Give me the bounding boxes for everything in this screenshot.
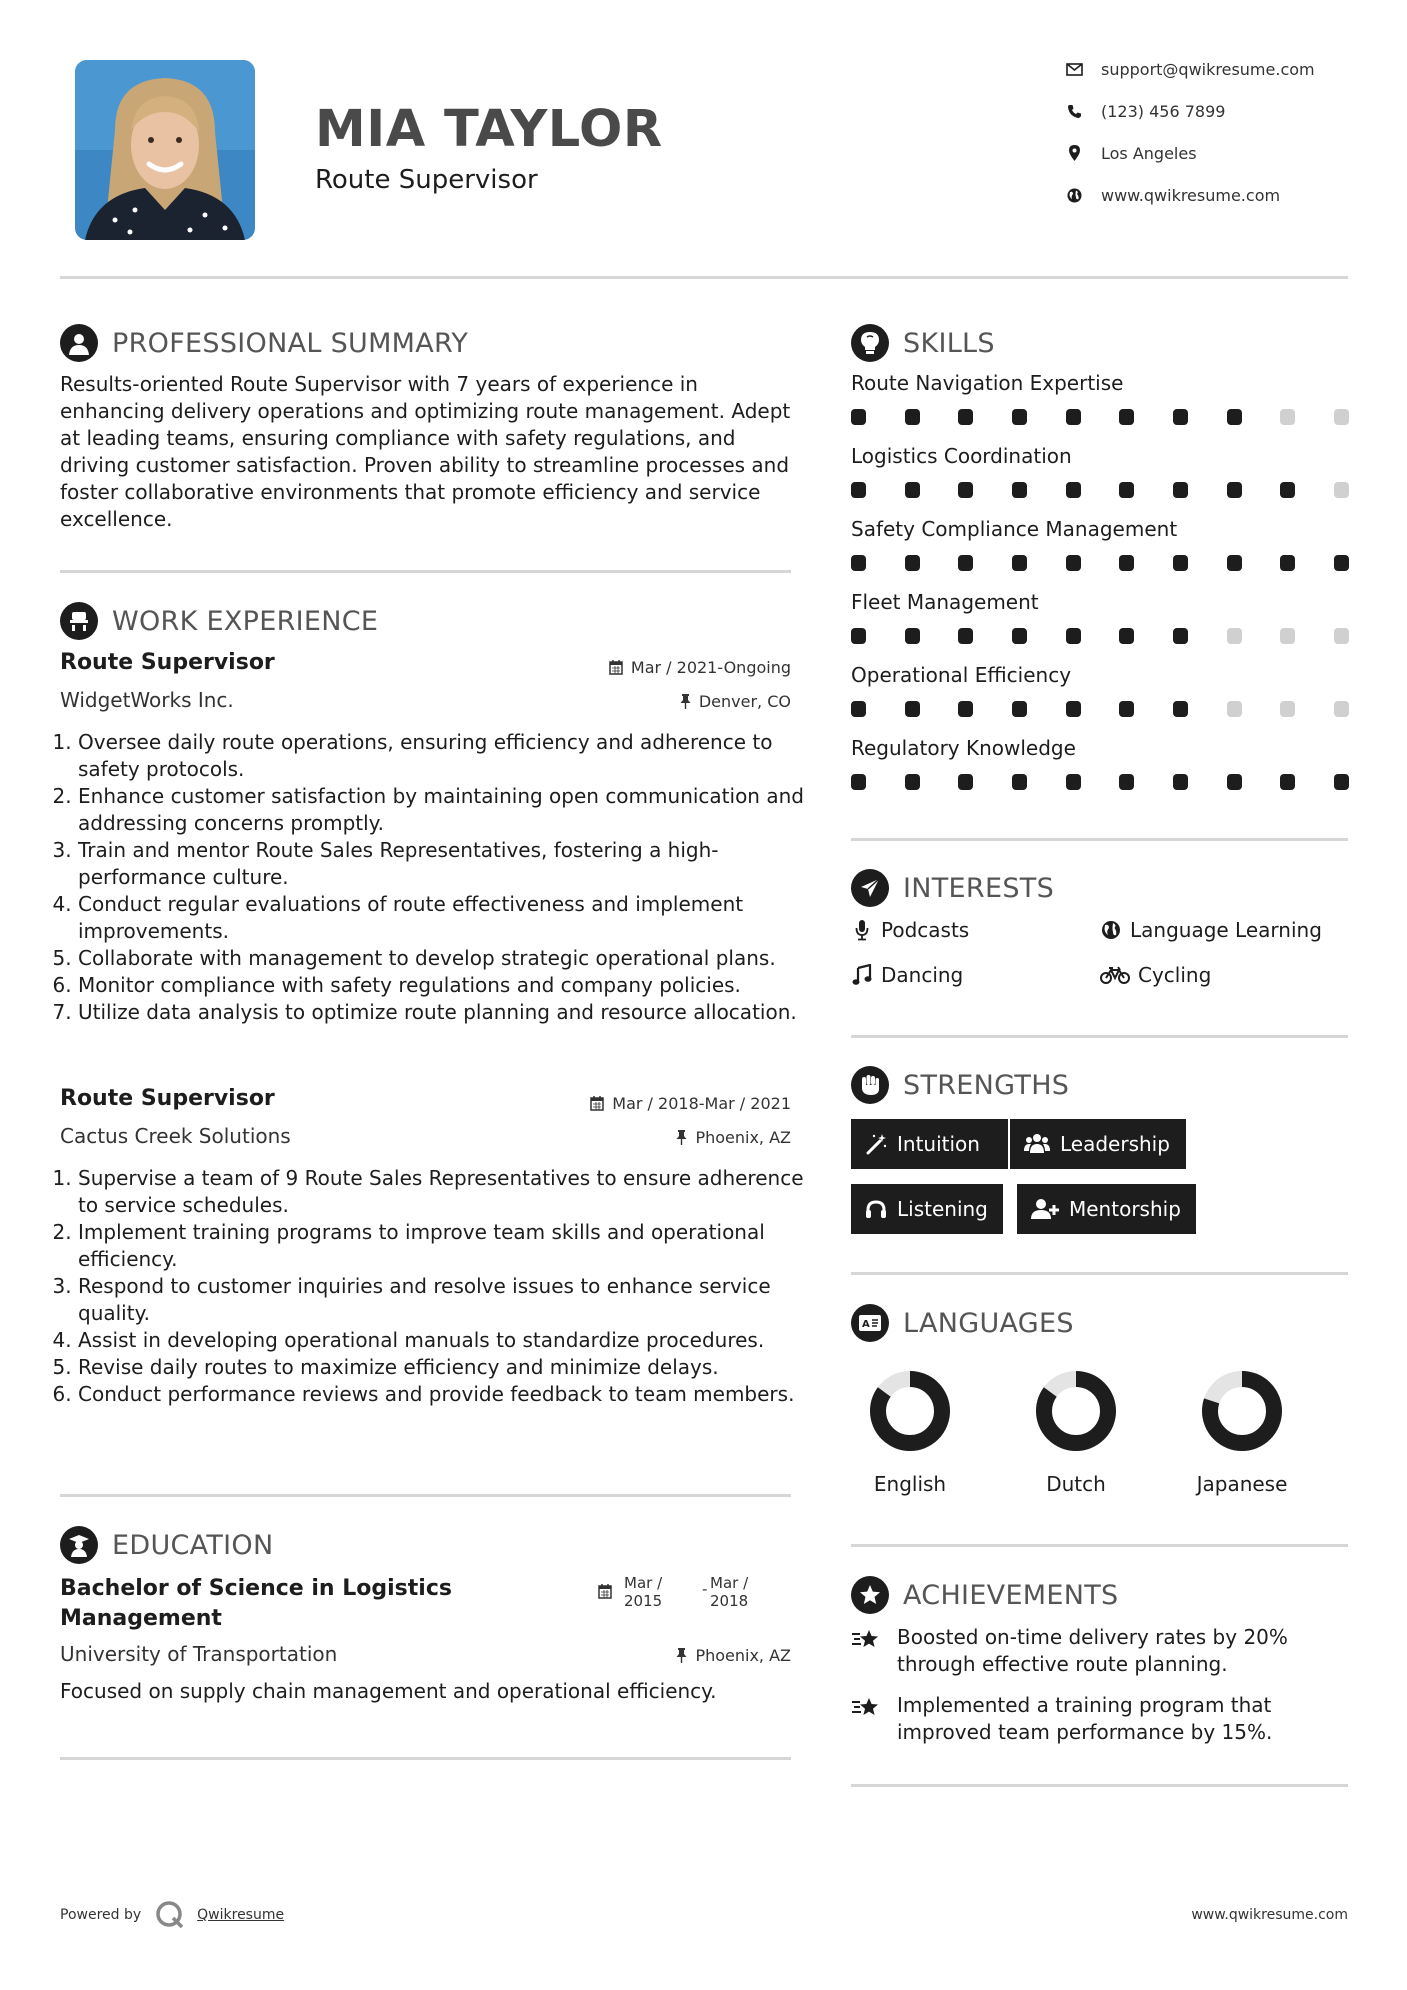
skill-dot-filled: [1227, 482, 1242, 498]
interest-cycling: [1100, 963, 1211, 987]
education-note: Focused on supply chain management and operational efficiency.: [60, 1679, 717, 1703]
education-degree: [60, 1574, 452, 1634]
job-1-date-text: Mar / 2021-Ongoing: [630, 658, 791, 677]
skill-dot-filled: [851, 774, 866, 790]
skill-dot-filled: [1227, 774, 1242, 790]
skill-dot-filled: [1012, 555, 1027, 571]
list-item: 3. Train and mentor Route Sales Representatives, fostering a high-performance culture.: [78, 837, 818, 891]
skill-dot-filled: [1012, 409, 1027, 425]
skill-dot-filled: [851, 555, 866, 571]
contact-email[interactable]: [1063, 54, 1343, 84]
skill-dot-filled: [1012, 482, 1027, 498]
achievement-item-2: [851, 1692, 1348, 1746]
skill-dot-filled: [851, 482, 866, 498]
skill-dot-empty: [1280, 628, 1295, 644]
paper-plane-icon: [851, 869, 889, 907]
summary-text: Results-oriented Route Supervisor with 7 years of experience in enhancing delivery operations and optimizing route management. Adept at leading teams, ensuring compliance with safety regulations, and driving customer satisfaction. Proven ability to streamline processes and foster collaborative environments that promote efficiency and service excellence.: [60, 372, 791, 531]
interest-label: Language Learning: [1130, 918, 1322, 942]
interest-dancing: [851, 963, 963, 987]
achievement-line1: Boosted on-time delivery rates by 20%: [897, 1625, 1288, 1649]
qwikresume-logo-icon: [155, 1900, 185, 1930]
skill-rating: [851, 555, 1349, 573]
skill-rating: [851, 628, 1349, 646]
education-location-text: Phoenix, AZ: [695, 1646, 791, 1665]
bicycle-icon: [1100, 966, 1130, 984]
strength-label: Intuition: [897, 1132, 980, 1156]
education-start: [624, 1574, 662, 1610]
user-plus-icon: [1031, 1198, 1059, 1220]
education-dash: -: [702, 1580, 708, 1598]
interests-divider: [851, 1035, 1348, 1038]
pin-icon: [680, 694, 691, 709]
skill-dot-filled: [905, 555, 920, 571]
contact-location: [1063, 138, 1343, 168]
skill-name: Logistics Coordination: [851, 444, 1072, 468]
microphone-icon: [851, 919, 873, 941]
education-heading: [60, 1526, 273, 1564]
skill-dot-filled: [851, 628, 866, 644]
skill-dot-empty: [1280, 409, 1295, 425]
job-2-bullets: [60, 1165, 818, 1408]
star-badge-icon: [851, 1576, 889, 1614]
job-2-location-text: Phoenix, AZ: [695, 1128, 791, 1147]
skill-dot-empty: [1334, 409, 1349, 425]
skill-dot-empty: [1280, 701, 1295, 717]
languages-title: LANGUAGES: [903, 1307, 1074, 1339]
skill-dot-empty: [1334, 701, 1349, 717]
skill-dot-empty: [1334, 482, 1349, 498]
graduate-icon: [60, 1526, 98, 1564]
education-title: EDUCATION: [112, 1529, 274, 1561]
contact-phone-text: (123) 456 7899: [1101, 101, 1226, 121]
interest-label: Cycling: [1138, 963, 1212, 987]
education-location: [520, 1646, 791, 1665]
languages-divider: [851, 1544, 1348, 1547]
skill-dot-filled: [1012, 701, 1027, 717]
phone-icon: [1063, 104, 1085, 119]
skill-dot-filled: [905, 482, 920, 498]
job-1-date: [520, 658, 791, 677]
languages-heading: [851, 1304, 1074, 1342]
list-item: 2. Implement training programs to improve team skills and operational efficiency.: [78, 1219, 818, 1273]
skill-dot-filled: [958, 555, 973, 571]
skill-name: Operational Efficiency: [851, 663, 1072, 687]
job-2-title: Route Supervisor: [60, 1086, 275, 1111]
language-name: Japanese: [1196, 1472, 1288, 1496]
svg-text:A: A: [862, 1319, 870, 1330]
list-item: 1. Oversee daily route operations, ensuring efficiency and adherence to safety protocols.: [78, 729, 818, 783]
job-2-company: Cactus Creek Solutions: [60, 1124, 291, 1148]
skill-dot-filled: [905, 409, 920, 425]
skill-dot-filled: [1227, 409, 1242, 425]
skill-name: Regulatory Knowledge: [851, 736, 1076, 760]
calendar-icon: [590, 1096, 604, 1111]
pin-icon: [676, 1130, 687, 1145]
skill-dot-filled: [1066, 628, 1081, 644]
skill-dot-empty: [1227, 628, 1242, 644]
strengths-title: STRENGTHS: [903, 1069, 1070, 1101]
list-item: 5. Revise daily routes to maximize efficiency and minimize delays.: [78, 1354, 818, 1381]
job-1-location: [520, 692, 791, 711]
work-title: WORK EXPERIENCE: [112, 605, 379, 637]
summary-title: PROFESSIONAL SUMMARY: [112, 327, 469, 359]
header-divider: [60, 276, 1348, 279]
fist-icon: [851, 1066, 889, 1104]
skill-name: Fleet Management: [851, 590, 1039, 614]
skill-dot-filled: [1173, 482, 1188, 498]
language-name: English: [873, 1472, 947, 1496]
skill-dot-filled: [905, 628, 920, 644]
education-start-year: 2015: [624, 1592, 663, 1610]
list-item: 6. Monitor compliance with safety regulations and company policies.: [78, 972, 818, 999]
work-heading: [60, 602, 378, 640]
skill-dot-filled: [1173, 555, 1188, 571]
job-1-bullets: [60, 729, 818, 1026]
education-start-month: Mar /: [624, 1574, 663, 1592]
skill-rating: [851, 701, 1349, 719]
skill-dot-filled: [1066, 409, 1081, 425]
education-end-month: Mar /: [710, 1574, 749, 1592]
skill-dot-filled: [851, 409, 866, 425]
interests-heading: [851, 869, 1054, 907]
strength-tag-leadership: [1010, 1119, 1186, 1169]
job-1-company: WidgetWorks Inc.: [60, 688, 234, 712]
contact-phone[interactable]: [1063, 96, 1343, 126]
summary-heading: [60, 324, 468, 362]
language-ring: [1197, 1366, 1287, 1456]
magic-wand-icon: [865, 1133, 887, 1155]
user-icon: [60, 324, 98, 362]
skills-divider: [851, 838, 1348, 841]
interest-label: Dancing: [881, 963, 964, 987]
skills-title: SKILLS: [903, 327, 995, 359]
pin-icon: [676, 1648, 687, 1663]
skill-dot-filled: [1066, 774, 1081, 790]
skill-name: Safety Compliance Management: [851, 517, 1178, 541]
strength-tag-mentorship: [1017, 1184, 1196, 1234]
job-1-title: Route Supervisor: [60, 650, 275, 675]
footer-powered-by: [60, 1900, 284, 1930]
list-item: 5. Collaborate with management to develop strategic operational plans.: [78, 945, 818, 972]
list-item: 6. Conduct performance reviews and provide feedback to team members.: [78, 1381, 818, 1408]
education-end: [710, 1574, 748, 1610]
job-2-date: [520, 1094, 791, 1113]
skill-rating: [851, 409, 1349, 427]
briefcase-icon: [60, 602, 98, 640]
profile-photo: [75, 60, 255, 240]
strengths-heading: [851, 1066, 1069, 1104]
list-item: 4. Assist in developing operational manuals to standardize procedures.: [78, 1327, 818, 1354]
skill-rating: [851, 482, 1349, 500]
education-degree-line2: Management: [60, 1606, 222, 1631]
skill-dot-empty: [1334, 628, 1349, 644]
contact-location-text: Los Angeles: [1101, 143, 1197, 163]
skills-heading: [851, 324, 995, 362]
globe-icon: [1063, 188, 1085, 203]
skill-dot-filled: [1066, 555, 1081, 571]
list-item: 3. Respond to customer inquiries and resolve issues to enhance service quality.: [78, 1273, 818, 1327]
skill-dot-filled: [1173, 409, 1188, 425]
strength-label: Mentorship: [1069, 1197, 1181, 1221]
skill-dot-filled: [1119, 482, 1134, 498]
calendar-icon: [598, 1584, 612, 1599]
interest-language-learning: [1100, 918, 1322, 942]
candidate-name: MIA TAYLOR: [315, 100, 663, 159]
skill-dot-filled: [1119, 555, 1134, 571]
skill-dot-filled: [958, 628, 973, 644]
envelope-icon: [1063, 63, 1085, 76]
skill-dot-filled: [1119, 701, 1134, 717]
skill-dot-filled: [1280, 482, 1295, 498]
powered-by-text: Powered by: [60, 1907, 142, 1923]
interest-label: Podcasts: [881, 918, 970, 942]
skill-rating: [851, 774, 1349, 792]
achievement-line2: through effective route planning.: [897, 1652, 1228, 1676]
headphones-icon: [865, 1199, 887, 1219]
skill-dot-filled: [958, 701, 973, 717]
education-school: University of Transportation: [60, 1642, 338, 1666]
interests-title: INTERESTS: [903, 872, 1055, 904]
list-item: 7. Utilize data analysis to optimize route planning and resource allocation.: [78, 999, 818, 1026]
shooting-star-icon: [851, 1692, 885, 1746]
shooting-star-icon: [851, 1624, 885, 1678]
qwikresume-link[interactable]: Qwikresume: [197, 1907, 285, 1923]
strength-label: Leadership: [1060, 1132, 1170, 1156]
candidate-role: Route Supervisor: [315, 165, 538, 195]
skill-dot-filled: [1012, 774, 1027, 790]
language-card-icon: [851, 1304, 889, 1342]
skill-dot-filled: [1227, 555, 1242, 571]
calendar-icon: [609, 660, 623, 675]
work-divider: [60, 1494, 791, 1497]
skill-dot-filled: [851, 701, 866, 717]
education-end-year: 2018: [710, 1592, 749, 1610]
list-item: 2. Enhance customer satisfaction by maintaining open communication and addressing concerns promptly.: [78, 783, 818, 837]
strengths-divider: [851, 1272, 1348, 1275]
skill-dot-filled: [1280, 774, 1295, 790]
skill-dot-filled: [1334, 774, 1349, 790]
achievements-title: ACHIEVEMENTS: [903, 1579, 1119, 1611]
skill-dot-filled: [1119, 628, 1134, 644]
skill-dot-filled: [958, 409, 973, 425]
achievement-line1: Implemented a training program that: [897, 1693, 1272, 1717]
contact-email-text: support@qwikresume.com: [1101, 59, 1315, 79]
map-marker-icon: [1063, 145, 1085, 161]
contact-website-text: www.qwikresume.com: [1101, 185, 1281, 205]
contact-website[interactable]: [1063, 180, 1343, 210]
language-ring: [865, 1366, 955, 1456]
skill-dot-filled: [1334, 555, 1349, 571]
language-name: Dutch: [1046, 1472, 1106, 1496]
education-degree-line1: Bachelor of Science in Logistics: [60, 1576, 452, 1601]
education-divider: [60, 1757, 791, 1760]
achievements-heading: [851, 1576, 1119, 1614]
strength-tag-intuition: [851, 1119, 1008, 1169]
skill-dot-filled: [1173, 628, 1188, 644]
skill-dot-filled: [1119, 774, 1134, 790]
lightbulb-icon: [851, 324, 889, 362]
skill-dot-filled: [1066, 701, 1081, 717]
skill-dot-filled: [905, 774, 920, 790]
language-ring: [1031, 1366, 1121, 1456]
users-icon: [1024, 1133, 1050, 1155]
skill-dot-filled: [1119, 409, 1134, 425]
music-note-icon: [851, 964, 873, 986]
skill-dot-filled: [1173, 774, 1188, 790]
achievements-divider: [851, 1784, 1348, 1787]
skill-dot-empty: [1227, 701, 1242, 717]
skill-dot-filled: [1280, 555, 1295, 571]
list-item: 4. Conduct regular evaluations of route effectiveness and implement improvements.: [78, 891, 818, 945]
job-2-date-text: Mar / 2018-Mar / 2021: [612, 1094, 791, 1113]
interest-podcasts: [851, 918, 969, 942]
skill-dot-filled: [958, 482, 973, 498]
achievement-line2: improved team performance by 15%.: [897, 1720, 1273, 1744]
footer-website[interactable]: www.qwikresume.com: [1191, 1907, 1348, 1923]
skill-dot-filled: [1173, 701, 1188, 717]
job-2-location: [520, 1128, 791, 1147]
skill-dot-filled: [905, 701, 920, 717]
skill-dot-filled: [1012, 628, 1027, 644]
achievement-item-1: [851, 1624, 1348, 1678]
strength-label: Listening: [897, 1197, 988, 1221]
job-1-location-text: Denver, CO: [698, 692, 791, 711]
skill-dot-filled: [958, 774, 973, 790]
globe-icon: [1100, 920, 1122, 940]
skill-dot-filled: [1066, 482, 1081, 498]
strength-tag-listening: [851, 1184, 1003, 1234]
summary-divider: [60, 570, 791, 573]
list-item: 1. Supervise a team of 9 Route Sales Representatives to ensure adherence to service schedules.: [78, 1165, 818, 1219]
skill-name: Route Navigation Expertise: [851, 371, 1124, 395]
